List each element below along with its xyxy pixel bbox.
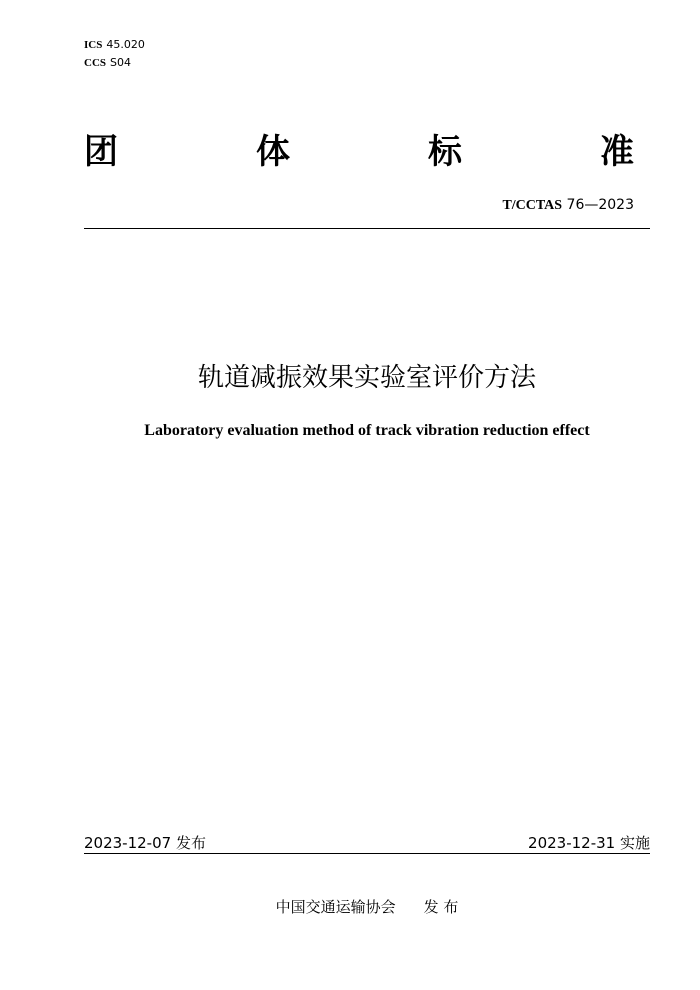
- standard-type-heading: [84, 130, 634, 174]
- issue-date: 2023-12-07 发布: [84, 834, 206, 852]
- bottom-divider: [84, 853, 650, 854]
- publisher-line: [0, 897, 700, 917]
- standard-number: [502, 196, 634, 215]
- standard-number-prefix: T/CCTAS: [502, 198, 563, 213]
- standard-type-char: 团: [84, 132, 118, 172]
- standard-type-char: 体: [256, 132, 290, 172]
- publisher-action: 发 布: [423, 898, 459, 916]
- top-divider: [84, 228, 650, 229]
- implementation-date: 2023-12-31 实施: [528, 834, 650, 852]
- ccs-code: [84, 56, 131, 70]
- title-english: Laboratory evaluation method of track vibration reduction effect: [144, 422, 590, 439]
- ics-label: ICS: [84, 39, 103, 51]
- standard-type-char: 准: [600, 132, 634, 172]
- ccs-value: S04: [110, 56, 131, 69]
- ccs-label: CCS: [84, 57, 107, 69]
- publisher-name: 中国交通运输协会: [275, 898, 396, 916]
- ics-code: [84, 38, 145, 52]
- ics-value: 45.020: [106, 38, 145, 51]
- standard-type-char: 标: [428, 132, 462, 172]
- title-chinese: 轨道减振效果实验室评价方法: [197, 363, 536, 393]
- standard-number-value: 76—2023: [566, 197, 634, 213]
